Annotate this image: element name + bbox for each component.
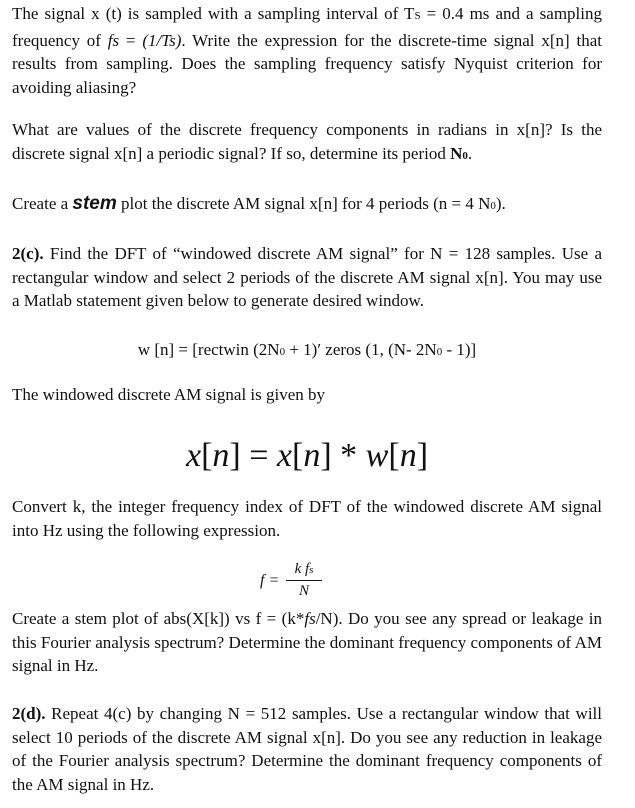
paragraph-convert-k-to-hz: Convert k, the integer frequency index of DFT of the windowed discrete AM signal into Hz using the following expression. bbox=[12, 497, 602, 540]
paragraph-sampling-question: The signal x (t) is sampled with a sampling interval of TS = 0.4 ms and a sampling frequency of fs = (1/Ts). Write the expression for the discrete-time signal x[n] that results from sampling. Does the sampling frequency satisfy Nyquist criterion for avoiding aliasing? bbox=[12, 4, 602, 97]
fraction-bar bbox=[286, 580, 322, 581]
paragraph-frequency-components-question: What are values of the discrete frequency components in radians in x[n]? Is the discrete signal x[n] a periodic signal? If so, determine its period N0. bbox=[12, 120, 602, 163]
paragraph-windowed-signal-intro: The windowed discrete AM signal is given by bbox=[12, 385, 326, 404]
paragraph-stem-plot-instruction: Create a stem plot the discrete AM signal x[n] for 4 periods (n = 4 N0). bbox=[12, 193, 506, 214]
stem-keyword: stem bbox=[72, 193, 117, 214]
part-2d-label: 2(d). bbox=[12, 704, 46, 723]
paragraph-stem-abs-plot: Create a stem plot of abs(X[k]) vs f = (k*fs/N). Do you see any spread or leakage in this Fourier analysis spectrum? Determine the dominant frequency components of AM signal in Hz. bbox=[12, 609, 602, 675]
fraction: k fs N bbox=[286, 560, 322, 600]
paragraph-part-2c: 2(c). Find the DFT of “windowed discrete AM signal” for N = 128 samples. Use a rectangular window and select 2 periods of the discrete AM signal x[n]. You may use a Matlab statement given below to generate desired window. bbox=[12, 244, 602, 310]
part-2c-label: 2(c). bbox=[12, 244, 44, 263]
paragraph-part-2d: 2(d). Repeat 4(c) by changing N = 512 samples. Use a rectangular window that will select 10 periods of the discrete AM signal x[n]. Do you see any reduction in leakage of the Fourier analysis spectrum? Determine the dominant frequency components of the AM signal in Hz. bbox=[12, 704, 602, 794]
windowed-signal-equation: x[n] = x[n] * w[n] bbox=[185, 437, 429, 474]
matlab-window-statement: w [n] = [rectwin (2N0 + 1)′ zeros (1, (N- 2N0 - 1)] bbox=[137, 340, 477, 359]
